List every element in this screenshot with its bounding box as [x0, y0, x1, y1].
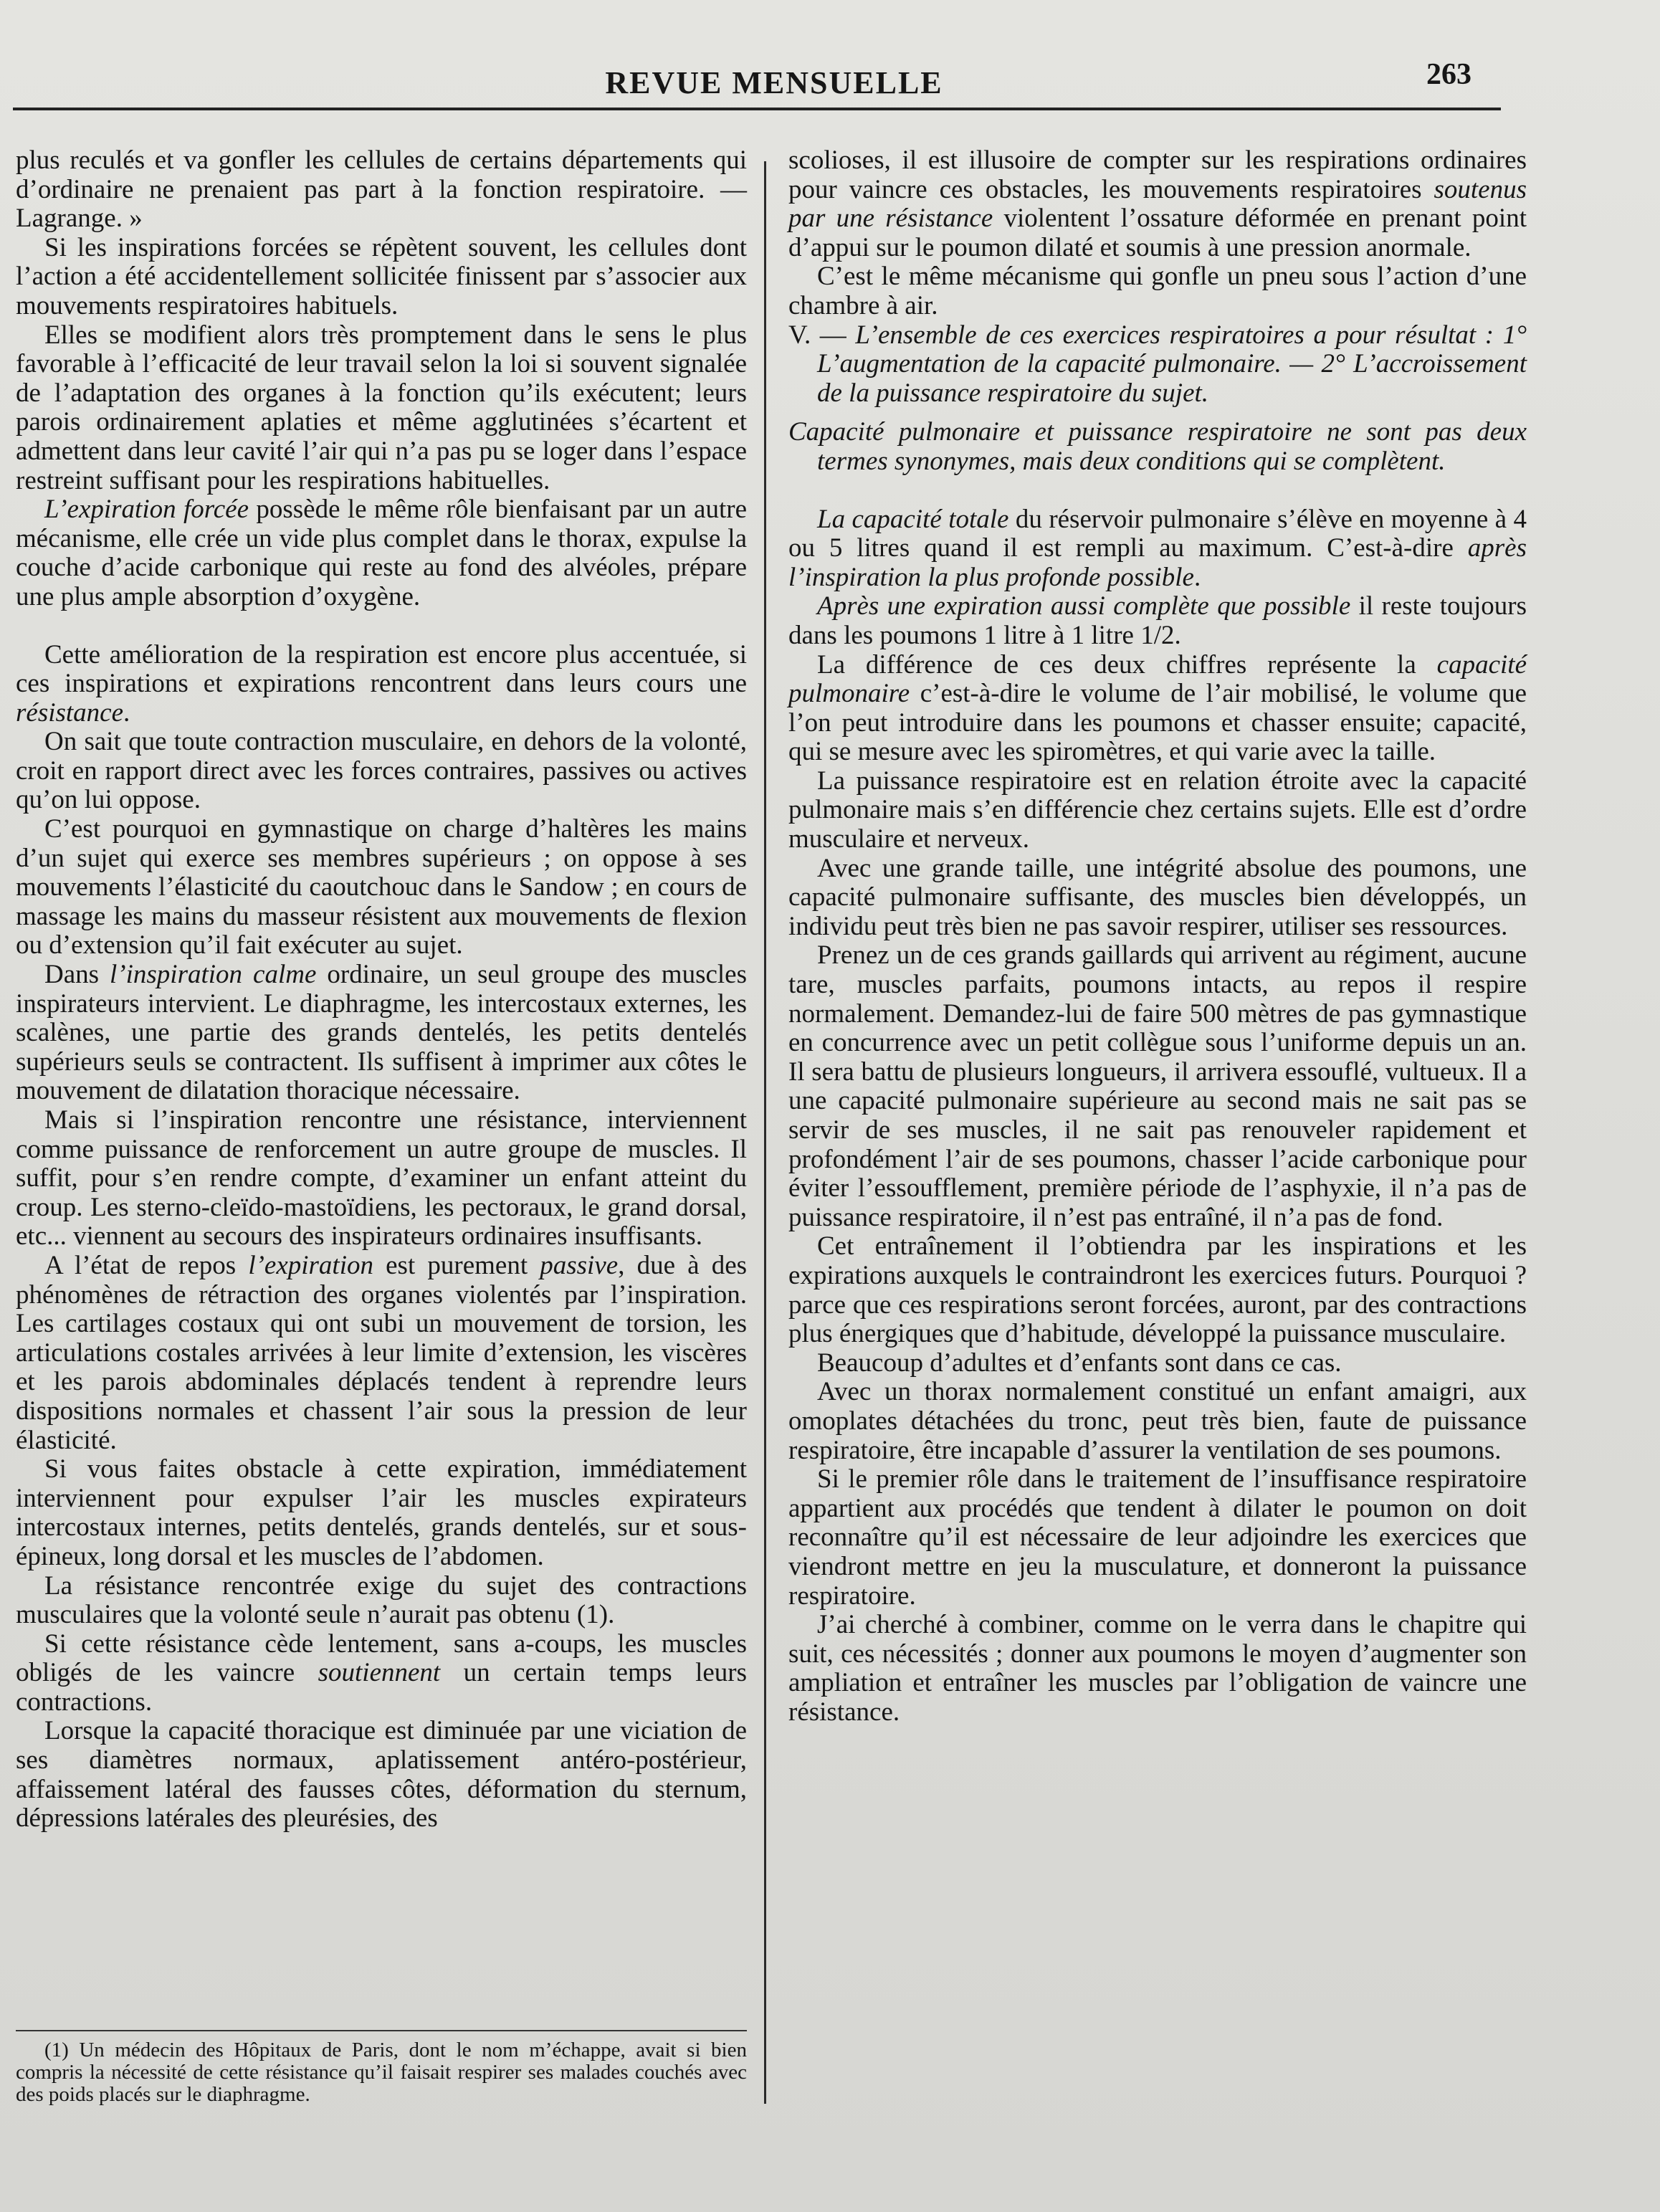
paragraph: Cette amélioration de la respiration est encore plus accentuée, si ces inspirations et expirations rencontrent dans leurs cours une résistance. — [16, 639, 747, 728]
paragraph: plus reculés et va gonfler les cellules de certains départements qui d’ordinaire ne prenaient pas part à la fonction respiratoire. — Lagrange. » — [16, 146, 747, 234]
paragraph: La capacité totale du réservoir pulmonaire s’élève en moyenne à 4 ou 5 litres quand il est rempli au maximum. C’est-à-dire après l’inspiration la plus profonde possible. — [788, 504, 1527, 592]
left-column — [16, 146, 747, 2039]
paragraph: Avec une grande taille, une intégrité absolue des poumons, une capacité pulmonaire suffisante, des muscles bien développés, un individu peut très bien ne pas savoir respirer, utiliser ses ressources. — [788, 853, 1527, 941]
section-heading: V. — L’ensemble de ces exercices respiratoires a pour résultat : 1° L’augmentation de la capacité pulmonaire. — 2° L’accroissement de la puissance respiratoire du sujet. — [788, 320, 1527, 408]
paragraph: Elles se modifient alors très promptement dans le sens le plus favorable à l’efficacité de leur travail selon la loi si souvent signalée de l’adaptation des organes à la fonction qu’ils exécutent; leurs parois ordinairement aplaties et même agglutinées s’écartent et admettent dans leur cavité l’air qui n’a pas pu se loger dans l’espace restreint suffisant pour les respirations habituelles. — [16, 320, 747, 495]
footnote-rule — [16, 2030, 747, 2031]
paragraph: Cet entraînement il l’obtiendra par les inspirations et les expirations auxquels le contraindront les exercices futurs. Pourquoi ? parce que ces respirations seront forcées, auront, par des contractions plus énergiques que d’habitude, développé la puissance musculaire. — [788, 1231, 1527, 1349]
paragraph: C’est pourquoi en gymnastique on charge d’haltères les mains d’un sujet qui exerce ses membres supérieurs ; on oppose à ses mouvements l’élasticité du caoutchouc dans le Sandow ; en cours de massage les mains du masseur résistent aux mouvements de flexion ou d’extension qu’il fait exécuter au sujet. — [16, 814, 747, 960]
paragraph: Mais si l’inspiration rencontre une résistance, interviennent comme puissance de renforcement un autre groupe de muscles. Il suffit, pour s’en rendre compte, d’examiner un enfant atteint du croup. Les sterno-cleïdo-mastoïdiens, les pectoraux, le grand dorsal, etc... viennent au secours des inspirateurs ordinaires insuffisants. — [16, 1105, 747, 1252]
paragraph: Lorsque la capacité thoracique est diminuée par une viciation de ses diamètres normaux, aplatissement antéro-postérieur, affaissement latéral des fausses côtes, déformation du sternum, dépressions latérales des pleurésies, des — [16, 1716, 747, 1834]
paragraph: Prenez un de ces grands gaillards qui arrivent au régiment, aucune tare, muscles parfaits, poumons intacts, au repos il respire normalement. Demandez-lui de faire 500 mètres de pas gymnastique en concurrence avec un petit collègue sous l’uniforme depuis un an. Il sera battu de plusieurs longueurs, il arrivera essouflé, vultueux. Il a une capacité pulmonaire supérieure au second mais ne sait pas se servir de ses muscles, il ne sait pas renouveler rapidement et profondément l’air de ses poumons, chasser l’acide carbonique pour éviter l’essoufflement, première période de l’asphyxie, il n’a pas de puissance respiratoire, il n’est pas entraîné, il n’a pas de fond. — [788, 940, 1527, 1232]
running-header-title: REVUE MENSUELLE — [605, 65, 943, 100]
paragraph: Avec un thorax normalement constitué un enfant amaigri, aux omoplates détachées du tronc, peut très bien, faute de puissance respiratoire, être incapable d’assurer la ventilation de ses poumons. — [788, 1377, 1527, 1465]
paragraph: scolioses, il est illusoire de compter sur les respirations ordinaires pour vaincre ces obstacles, les mouvements respiratoires soutenus par une résistance violentent l’ossature déformée en prenant point d’appui sur le poumon dilaté et soumis à une pression anormale. — [788, 146, 1527, 262]
page-number: 263 — [1426, 58, 1471, 91]
header-rule — [13, 108, 1501, 110]
paragraph: La puissance respiratoire est en relation étroite avec la capacité pulmonaire mais s’en différencie chez certains sujets. Elle est d’ordre musculaire et nerveux. — [788, 766, 1527, 854]
right-column — [788, 146, 1527, 2096]
paragraph: Si cette résistance cède lentement, sans a-coups, les muscles obligés de les vaincre soutiennent un certain temps leurs contractions. — [16, 1629, 747, 1717]
paragraph: A l’état de repos l’expiration est purement passive, due à des phénomènes de rétraction des organes violentés par l’inspiration. Les cartilages costaux qui ont subi un mouvement de torsion, les articulations costales arrivées à leur limite d’extension, les viscères et les parois abdominales déplacés tendent à reprendre leurs dispositions normales et chassent l’air sous la pression de leur élasticité. — [16, 1250, 748, 1455]
paragraph: J’ai cherché à combiner, comme on le verra dans le chapitre qui suit, ces nécessités ; donner aux poumons le moyen d’augmenter son ampliation et entraîner les muscles par l’obligation de vaincre une résistance. — [788, 1610, 1527, 1727]
paragraph: C’est le même mécanisme qui gonfle un pneu sous l’action d’une chambre à air. — [788, 262, 1527, 320]
section-subheading: Capacité pulmonaire et puissance respiratoire ne sont pas deux termes synonymes, mais deux conditions qui se complètent. — [788, 417, 1527, 476]
paragraph: La différence de ces deux chiffres représente la capacité pulmonaire c’est-à-dire le volume de l’air mobilisé, le volume que l’on peut introduire dans les poumons et chasser ensuite; capacité, qui se mesure avec les spiromètres, et qui varie avec la taille. — [788, 649, 1527, 767]
paragraph: La résistance rencontrée exige du sujet des contractions musculaires que la volonté seule n’aurait pas obtenu (1). — [16, 1570, 747, 1630]
column-divider — [764, 161, 766, 2104]
paragraph: Beaucoup d’adultes et d’enfants sont dans ce cas. — [817, 1348, 1342, 1378]
paragraph: Si vous faites obstacle à cette expiration, immédiatement interviennent pour expulser l’air les muscles expirateurs intercostaux internes, petits dentelés, grands dentelés, sur et sous-épineux, long dorsal et les muscles de l’abdomen. — [16, 1454, 747, 1571]
footnote: (1) Un médecin des Hôpitaux de Paris, dont le nom m’échappe, avait si bien compris la nécessité de cette résistance qu’il faisait respirer ses malades couchés avec des poids placés sur le diaphragme. — [16, 2039, 747, 2106]
paragraph: Après une expiration aussi complète que possible il reste toujours dans les poumons 1 litre à 1 litre 1/2. — [788, 591, 1527, 650]
paragraph: Si les inspirations forcées se répètent souvent, les cellules dont l’action a été accidentellement sollicitée finissent par s’associer aux mouvements respiratoires habituels. — [16, 232, 747, 320]
paragraph: On sait que toute contraction musculaire, en dehors de la volonté, croit en rapport direct avec les forces contraires, passives ou actives qu’on lui oppose. — [16, 727, 747, 815]
paragraph: Dans l’inspiration calme ordinaire, un seul groupe des muscles inspirateurs intervient. Le diaphragme, les intercostaux externes, les scalènes, une partie des grands dentelés, les petits dentelés supérieurs seuls se contractent. Ils suffisent à imprimer aux côtes le mouvement de dilatation thoracique nécessaire. — [16, 960, 747, 1106]
paragraph: L’expiration forcée possède le même rôle bienfaisant par un autre mécanisme, elle crée un vide plus complet dans le thorax, expulse la couche d’acide carbonique qui reste au fond des alvéoles, prépare une plus ample absorption d’oxygène. — [16, 495, 748, 611]
paragraph: Si le premier rôle dans le traitement de l’insuffisance respiratoire appartient aux procédés que tendent à dilater le poumon on doit reconnaître qu’il est nécessaire de leur adjoindre les exercices que viendront mettre en jeu la musculature, et donneront la puissance respiratoire. — [788, 1464, 1527, 1611]
